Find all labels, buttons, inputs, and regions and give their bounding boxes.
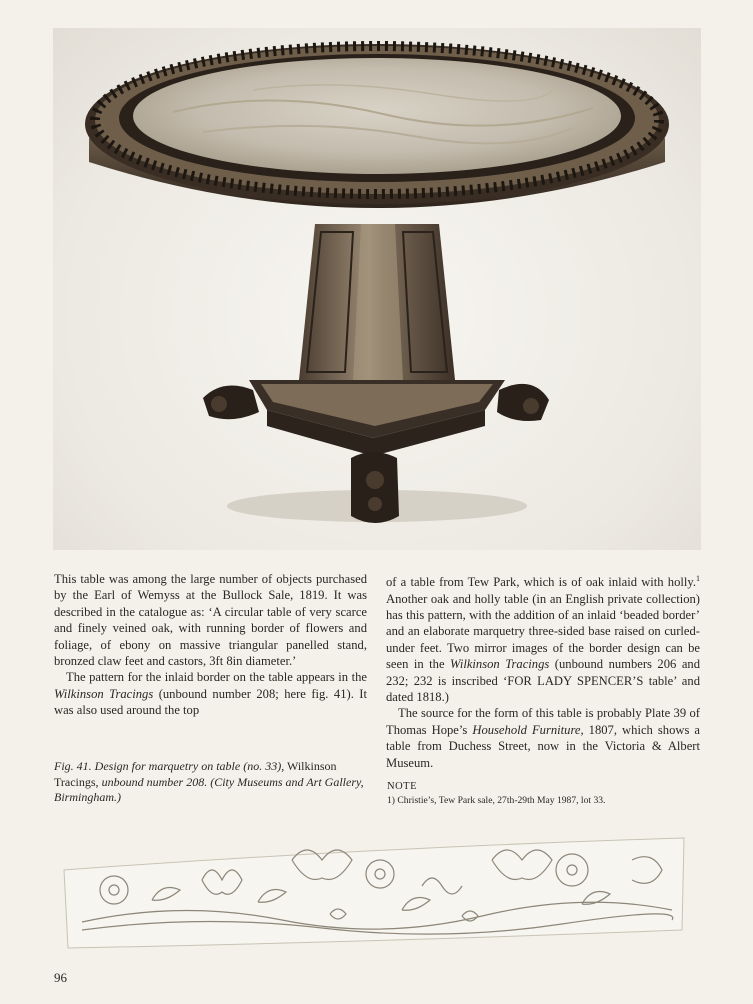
text-run: (unbound number 208; here fig. 41). It was also used around the top bbox=[54, 686, 368, 718]
paragraph: This table was among the large number of objects purchased by the Earl of Wemyss at the Bullock Sale, 1819. It was described in the catalogue as: ‘A circular table of very scarce and finely veined oak, with running border of flowers and foliage, of ebony on massive triangular panelled stand, bronzed claw feet and castors, 3ft 8in diameter.’ bbox=[54, 572, 367, 669]
body-text-left-column bbox=[54, 571, 367, 719]
text-run: The source for the form of this table is probably Plate 39 of Thomas Hope’s bbox=[386, 706, 700, 737]
italic-title: Wilkinson Tracings bbox=[450, 657, 550, 672]
text-run: Another oak and holly table (in an English private collection) has this pattern, with the addition of an inlaid ‘beaded border’ and an elaborate marquetry three-sided base raised on curled-under feet. Two mirror images of the border design can be seen in the bbox=[386, 591, 700, 672]
text-run: of a table from Tew Park, which is of oak inlaid with holly. bbox=[386, 575, 696, 590]
figure-caption bbox=[54, 759, 368, 806]
caption-italic: unbound number 208. (City Museums and Art Gallery, Birmingham.) bbox=[54, 774, 364, 805]
caption-roman: , Wilkinson Tracings, bbox=[54, 759, 337, 789]
paragraph bbox=[386, 705, 700, 771]
italic-title: Household Furniture, bbox=[472, 722, 584, 737]
text-run: The pattern for the inlaid border on the table appears in the bbox=[66, 670, 367, 685]
text-run: (unbound numbers 206 and 232; 232 is inscribed ‘FOR LADY SPENCER’S table’ and dated 1818.) bbox=[386, 657, 700, 705]
italic-title: Wilkinson Tracings bbox=[54, 686, 154, 701]
footnote-ref: 1 bbox=[696, 574, 700, 583]
paragraph bbox=[54, 669, 367, 718]
table-illustration bbox=[53, 28, 701, 550]
marquetry-tracing-figure bbox=[62, 830, 690, 952]
tracing-illustration bbox=[62, 830, 690, 952]
footnote: 1) Christie’s, Tew Park sale, 27th-29th May 1987, lot 33. bbox=[387, 795, 606, 806]
note-heading: NOTE bbox=[387, 781, 417, 792]
body-text-right-column bbox=[386, 571, 700, 771]
table-photograph bbox=[53, 28, 701, 550]
paragraph bbox=[386, 571, 700, 705]
text-run: 1807, which shows a table from Duchess Street, now in the Victoria & Albert Museum. bbox=[386, 722, 700, 770]
caption-italic: Fig. 41. Design for marquetry on table (no. 33) bbox=[54, 759, 282, 773]
page-number: 96 bbox=[54, 970, 67, 985]
